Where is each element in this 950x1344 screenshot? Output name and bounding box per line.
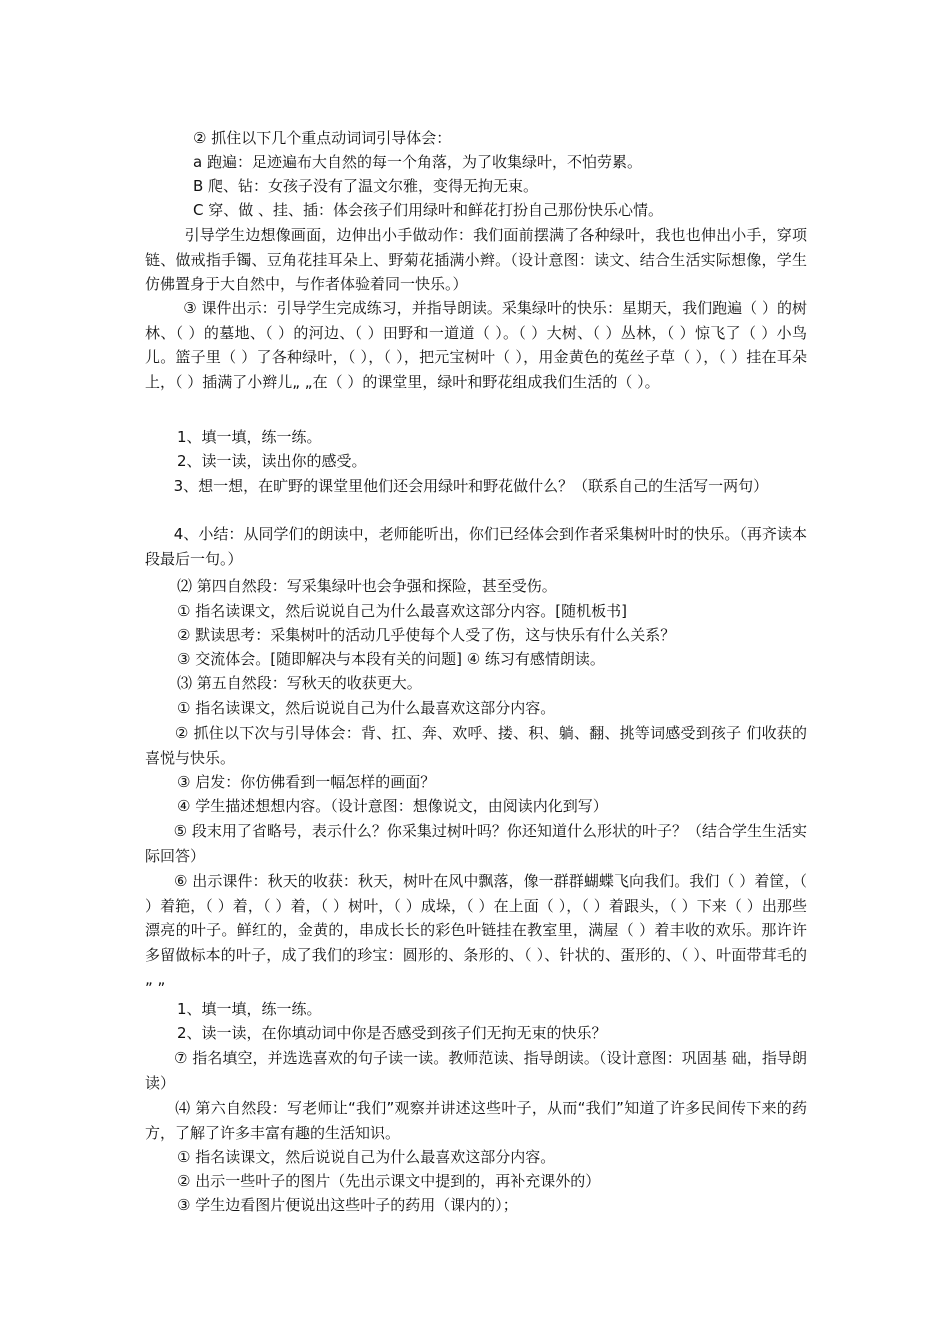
paragraph-5: 引导学生边想像画面，边伸出小手做动作：我们面前摆满了各种绿叶，我也也伸出小手，穿项链、做戒指手镯、豆角花挂耳朵上、野菊花插满小辫。（设计意图：读文、结合生活实际想像，学生仿佛置身于大自然中，与作者体验着同一快乐。） — [145, 226, 807, 293]
paragraph-18: ③ 启发：你仿佛看到一幅怎样的画面？ — [177, 773, 436, 791]
paragraph-2: a 跑遍：足迹遍布大自然的每一个角落，为了收集绿叶，不怕劳累。 — [193, 153, 642, 171]
paragraph-22: 1、填一填，练一练。 — [177, 1000, 322, 1018]
paragraph-7: 1、填一填，练一练。 — [177, 428, 322, 446]
paragraph-3: B 爬、钻：女孩子没有了温文尔雅，变得无拘无束。 — [193, 177, 539, 195]
paragraph-24: ⑦ 指名填空，并选选喜欢的句子读一读。教师范读、指导朗读。（设计意图：巩固基 础，指导朗读） — [145, 1049, 807, 1092]
paragraph-27: ② 出示一些叶子的图片（先出示课文中提到的，再补充课外的） — [177, 1172, 601, 1190]
paragraph-25: ⑷ 第六自然段：写老师让“我们”观察并讲述这些叶子，从而“我们”知道了许多民间传下来的药方，了解了许多丰富有趣的生活知识。 — [145, 1099, 808, 1142]
paragraph-8: 2、读一读，读出你的感受。 — [177, 452, 367, 470]
paragraph-1: ② 抓住以下几个重点动词词引导体会： — [193, 129, 452, 147]
paragraph-4: C 穿、做 、挂、插：体会孩子们用绿叶和鲜花打扮自己那份快乐心情。 — [193, 201, 664, 219]
paragraph-19: ④ 学生描述想想内容。（设计意图：想像说文，由阅读内化到写） — [177, 797, 608, 815]
paragraph-17: ② 抓住以下次与引导体会：背、扛、奔、欢呼、搂、积、躺、翻、挑等词感受到孩子 们收获的喜悦与快乐。 — [145, 724, 808, 767]
paragraph-12: ① 指名读课文，然后说说自己为什么最喜欢这部分内容。[随机板书] — [177, 602, 627, 620]
paragraph-20: ⑤ 段末用了省略号，表示什么？你采集过树叶吗？你还知道什么形状的叶子？（结合学生生活实际回答） — [145, 822, 807, 865]
paragraph-23: 2、读一读，在你填动词中你是否感受到孩子们无拘无束的快乐？ — [177, 1024, 607, 1042]
paragraph-16: ① 指名读课文，然后说说自己为什么最喜欢这部分内容。 — [177, 699, 556, 717]
paragraph-26: ① 指名读课文，然后说说自己为什么最喜欢这部分内容。 — [177, 1148, 556, 1166]
paragraph-11: ⑵ 第四自然段：写采集绿叶也会争强和探险，甚至受伤。 — [177, 577, 557, 595]
paragraph-13: ② 默读思考：采集树叶的活动几乎使每个人受了伤，这与快乐有什么关系？ — [177, 626, 676, 644]
paragraph-10: 4、小结：从同学们的朗读中，老师能听出，你们已经体会到作者采集树叶时的快乐。（再齐读本段最后一句。） — [145, 525, 807, 568]
paragraph-21: ⑥ 出示课件：秋天的收获：秋天，树叶在风中飘落，像一群群蝴蝶飞向我们。我们（ ）着筐，（ ）着筢，（ ）着，（ ）着，（ ）树叶，（ ）成垛，（ ）在上面（ ），（ ）着跟头，（ ）下来（ ）出那些漂亮的叶子。鲜红的，金黄的，串成长长的彩色叶链挂在教室里，满屋（ ）着丰收的欢乐。那许许多留做标本的叶子，成了我们的珍宝：圆形的、条形的、（ ）、针状的、蛋形的、（ ）、叶面带茸毛的„ „ — [145, 872, 812, 988]
paragraph-28: ③ 学生边看图片便说出这些叶子的药用（课内的）； — [177, 1196, 518, 1214]
paragraph-9: 3、想一想，在旷野的课堂里他们还会用绿叶和野花做什么？（联系自己的生活写一两句） — [145, 477, 769, 495]
paragraph-15: ⑶ 第五自然段：写秋天的收获更大。 — [177, 674, 422, 692]
paragraph-14: ③ 交流体会。[随即解决与本段有关的问题] ④ 练习有感情朗读。 — [177, 650, 605, 668]
paragraph-6: ③ 课件出示：引导学生完成练习，并指导朗读。采集绿叶的快乐：星期天，我们跑遍（ ）的树林、（ ）的墓地、（ ）的河边、（ ）田野和一道道（ ）。（ ）大树、（ ）丛林，（ ）惊飞了（ ）小鸟儿。篮子里（ ）了各种绿叶，（ ），（ ），把元宝树叶（ ），用金黄色的菟丝子草（ ），（ ）挂在耳朵上，（ ）插满了小辫儿„ „在（ ）的课堂里，绿叶和野花组成我们生活的（ ）。 — [145, 299, 807, 391]
